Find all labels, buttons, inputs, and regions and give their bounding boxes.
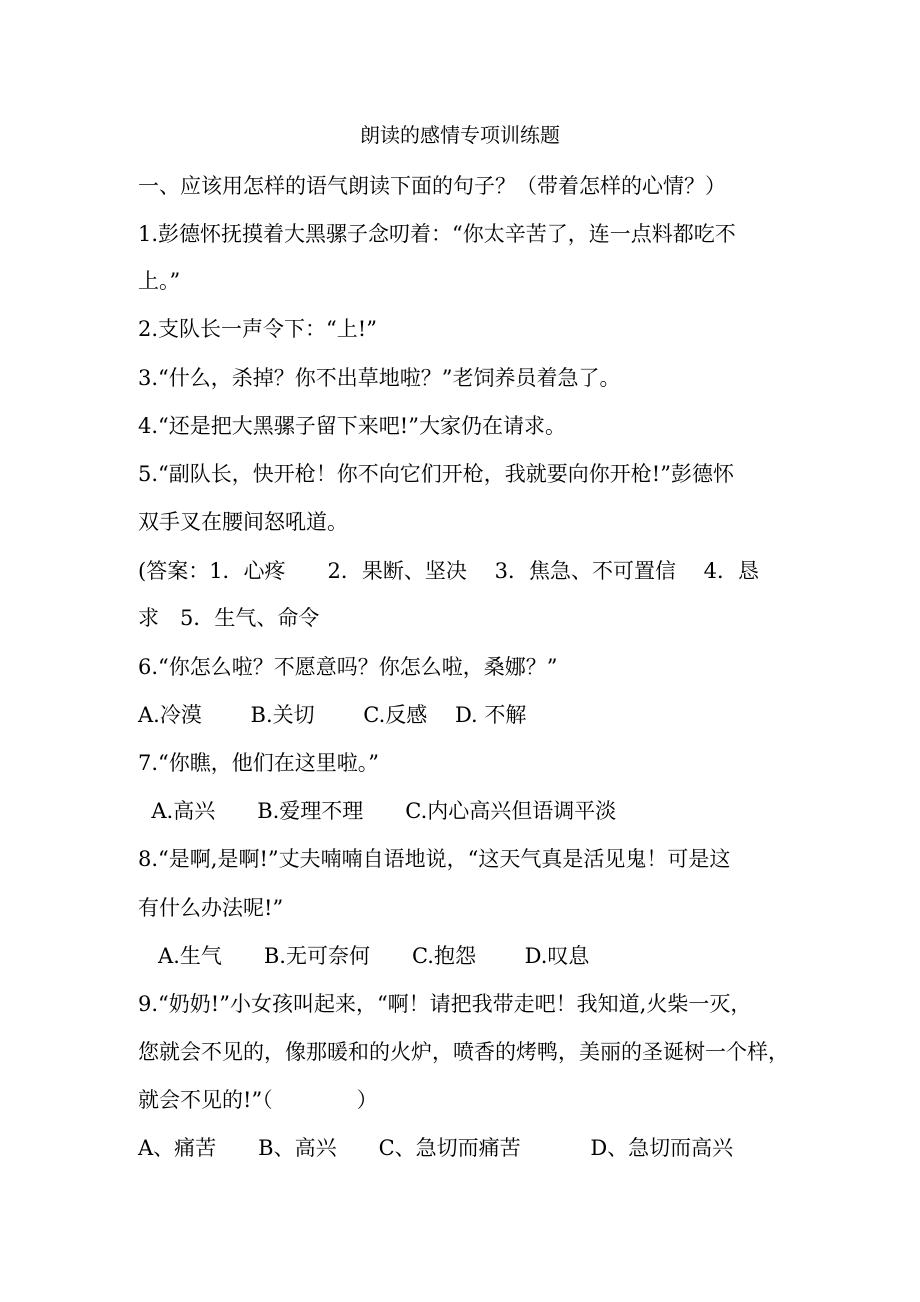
question-7: 7.“你瞧，他们在这里啦。” [138, 751, 380, 775]
question-9-line-1: 9.“奶奶!”小女孩叫起来，“啊！请把我带走吧！我知道,火柴一灭， [138, 992, 752, 1016]
question-4: 4.“还是把大黑骡子留下来吧!”大家仍在请求。 [138, 414, 566, 438]
question-6-options: A.冷漠 B.关切 C.反感 D. 不解 [138, 703, 527, 727]
question-5-line-1: 5.“副队长，快开枪！你不向它们开枪，我就要向你开枪!”彭德怀 [138, 462, 734, 486]
section-heading: 一、应该用怎样的语气朗读下面的句子？（带着怎样的心情？） [138, 174, 726, 198]
question-7-options: A.高兴 B.爱理不理 C.内心高兴但语调平淡 [138, 799, 617, 823]
document-title: 朗读的感情专项训练题 [360, 123, 560, 147]
question-9-line-2: 您就会不见的，像那暖和的火炉，喷香的烤鸭，美丽的圣诞树一个样， [138, 1040, 789, 1064]
question-8-line-2: 有什么办法呢!” [138, 896, 284, 920]
question-5-line-2: 双手叉在腰间怒吼道。 [138, 510, 348, 534]
question-2: 2.支队长一声令下：“上!” [138, 317, 377, 341]
question-8-line-1: 8.“是啊,是啊!”丈夫喃喃自语地说，“这天气真是活见鬼！可是这 [138, 847, 731, 871]
question-1-line-1: 1.彭德怀抚摸着大黑骡子念叨着：“你太辛苦了，连一点料都吃不 [138, 222, 736, 246]
question-9-line-3: 就会不见的!”（ ） [138, 1088, 378, 1112]
question-1-line-2: 上。” [138, 269, 181, 293]
question-8-options: A.生气 B.无可奈何 C.抱怨 D.叹息 [138, 944, 590, 968]
question-9-options: A、痛苦 B、高兴 C、急切而痛苦 D、急切而高兴 [138, 1136, 734, 1160]
question-3: 3.“什么，杀掉？你不出草地啦？”老饲养员着急了。 [138, 366, 621, 390]
answer-line-2: 求 5．生气、命令 [138, 606, 320, 630]
question-6: 6.“你怎么啦？不愿意吗？你怎么啦，桑娜？” [138, 655, 558, 679]
answer-line-1: (答案：1．心疼 2．果断、坚决 3．焦急、不可置信 4．恳 [138, 559, 759, 583]
